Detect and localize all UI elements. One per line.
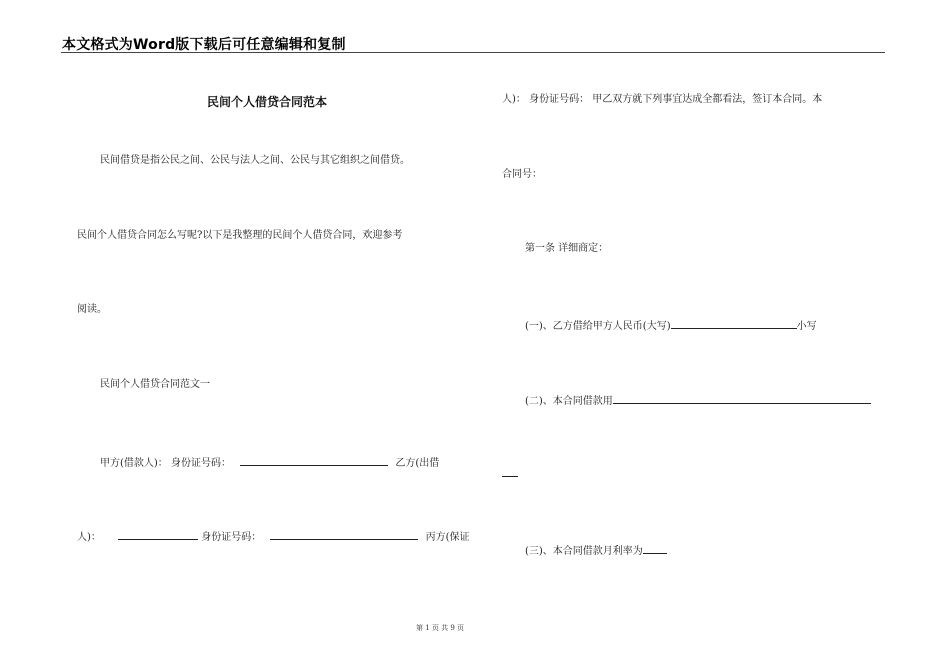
header-divider <box>61 52 885 53</box>
section-heading-sample-one: 民间个人借贷合同范文一 <box>100 379 210 390</box>
article-one-heading: 第一条 详细商定： <box>525 243 609 254</box>
page-header-title: 本文格式为Word版下载后可任意编辑和复制 <box>62 37 346 53</box>
party-b-id-blank <box>270 529 418 540</box>
party-a-id-blank <box>240 455 388 466</box>
monthly-rate-blank <box>643 543 667 554</box>
party-b-line <box>77 529 470 544</box>
loan-amount-uppercase-blank <box>671 318 797 329</box>
party-a-line <box>100 455 439 470</box>
paragraph-intro-end: 阅读。 <box>77 304 107 315</box>
paragraph-definition: 民间借贷是指公民之间、公民与法人之间、公民与其它组织之间借贷。 <box>100 155 410 166</box>
party-c-label: 丙方(保证 <box>425 532 470 543</box>
clause-loan-purpose-label: (二)、本合同借款用 <box>525 396 613 407</box>
party-b-name-blank <box>118 529 198 540</box>
clause-monthly-rate-label: (三)、本合同借款月利率为 <box>525 546 643 557</box>
loan-purpose-blank-continued <box>502 466 518 477</box>
party-c-line: 人)： 身份证号码： 甲乙双方就下列事宜达成全都看法，签订本合同。本 <box>502 94 823 105</box>
page-number: 第 1 页 共 9 页 <box>415 624 465 632</box>
clause-monthly-rate <box>525 543 667 558</box>
party-b-label-cont: 人)： <box>77 532 101 543</box>
clause-loan-amount-lowercase-label: 小写 <box>796 321 817 332</box>
contract-number-label: 合同号： <box>502 169 542 180</box>
party-b-id-label: 身份证号码： <box>201 532 262 543</box>
paragraph-intro: 民间个人借贷合同怎么写呢?以下是我整理的民间个人借贷合同，欢迎参考 <box>77 230 403 241</box>
clause-loan-purpose <box>525 393 871 408</box>
party-b-label: 乙方(出借 <box>395 458 440 469</box>
clause-loan-amount <box>525 318 817 333</box>
loan-purpose-blank <box>613 393 871 404</box>
clause-loan-amount-label: (一)、乙方借给甲方人民币(大写) <box>525 321 671 332</box>
party-a-label: 甲方(借款人)： 身份证号码： <box>100 458 231 469</box>
document-title: 民间个人借贷合同范本 <box>206 95 327 109</box>
